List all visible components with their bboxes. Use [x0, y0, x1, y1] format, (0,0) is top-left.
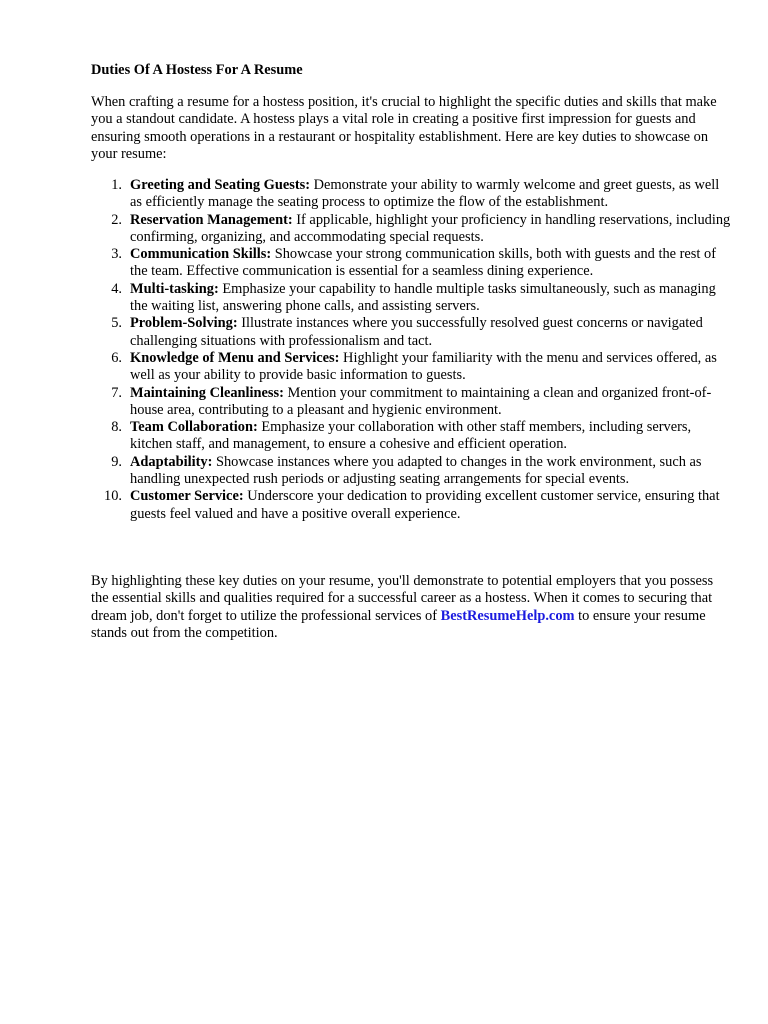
list-item-term: Team Collaboration: [130, 419, 258, 436]
intro-paragraph: When crafting a resume for a hostess position, it's crucial to highlight the specific duties and skills that make you a standout candidate. A hostess plays a vital role in creating a positive first impression for guests and ensuring smooth operations in a restaurant or hospitality establishment. Here are key duties to showcase on your resume: [91, 94, 717, 162]
list-item [91, 177, 731, 212]
list-item-text: Mention your commitment to maintaining a clean and organized front-of-house area, contributing to a pleasant and hygienic environment. [130, 384, 712, 418]
closing-text-end: to ensure your resume stands out from the competition. [91, 607, 706, 641]
list-item-term: Problem-Solving: [130, 315, 238, 332]
list-item-number: 4. [111, 280, 122, 297]
list-item-term: Maintaining Cleanliness: [130, 384, 284, 401]
duties-list [91, 177, 731, 523]
list-item [91, 315, 731, 350]
list-item [91, 350, 731, 385]
list-item-number: 10. [104, 488, 122, 505]
list-item [91, 281, 731, 316]
list-item-text: Highlight your familiarity with the menu and services offered, as well as your ability to provide basic information to guests. [130, 349, 717, 384]
list-item [91, 385, 731, 420]
list-item-number: 9. [111, 453, 122, 470]
list-item-text: Underscore your dedication to providing excellent customer service, ensuring that guests feel valued and have a positive overall experience. [130, 488, 720, 522]
closing-text: By highlighting these key duties on your resume, you'll demonstrate to potential employers that you possess the essential skills and qualities required for a successful career as a hostess. When it comes to securing that dream job, don't forget to utilize the professional services of [91, 573, 714, 624]
list-item-term: Multi-tasking: [130, 280, 219, 297]
list-item-number: 2. [111, 211, 122, 228]
list-item-text: If applicable, highlight your proficiency in handling reservations, including confirming, organizing, and accommodating special requests. [130, 211, 731, 245]
list-item-number: 6. [111, 349, 122, 366]
closing-paragraph [91, 573, 731, 642]
list-item-text: Showcase instances where you adapted to changes in the work environment, such as handling unexpected rush periods or adjusting seating arrangements for special events. [130, 453, 702, 488]
list-item-text: Demonstrate your ability to warmly welcome and greet guests, as well as efficiently manage the seating process to optimize the flow of the establishment. [130, 177, 720, 211]
list-item-term: Adaptability: [130, 453, 213, 470]
list-item-text: Emphasize your collaboration with other staff members, including servers, kitchen staff, and management, to ensure a cohesive and efficient operation. [130, 419, 692, 453]
list-item [91, 212, 731, 247]
list-item-number: 3. [111, 246, 122, 263]
list-item-term: Knowledge of Menu and Services: [130, 349, 340, 366]
list-item-text: Showcase your strong communication skills, both with guests and the rest of the team. Effective communication is essential for a seamless dining experience. [130, 246, 716, 280]
list-item [91, 246, 731, 281]
list-item-term: Reservation Management: [130, 211, 293, 228]
list-item-text: Emphasize your capability to handle multiple tasks simultaneously, such as managing the waiting list, answering phone calls, and assisting servers. [130, 280, 716, 315]
list-item-number: 7. [111, 384, 122, 401]
list-item-number: 1. [111, 177, 122, 193]
list-item-number: 5. [111, 315, 122, 332]
list-item [91, 488, 731, 523]
list-item-term: Customer Service: [130, 488, 244, 505]
list-item [91, 419, 731, 454]
best-resume-help-link[interactable]: BestResumeHelp.com [440, 607, 575, 624]
list-item [91, 454, 731, 489]
list-item-text: Illustrate instances where you successfully resolved guest concerns or navigated challenging situations with professionalism and tact. [130, 315, 703, 349]
document-title: Duties Of A Hostess For A Resume [91, 62, 303, 78]
list-item-term: Greeting and Seating Guests: [130, 177, 311, 193]
list-item-number: 8. [111, 419, 122, 436]
list-item-term: Communication Skills: [130, 246, 272, 263]
